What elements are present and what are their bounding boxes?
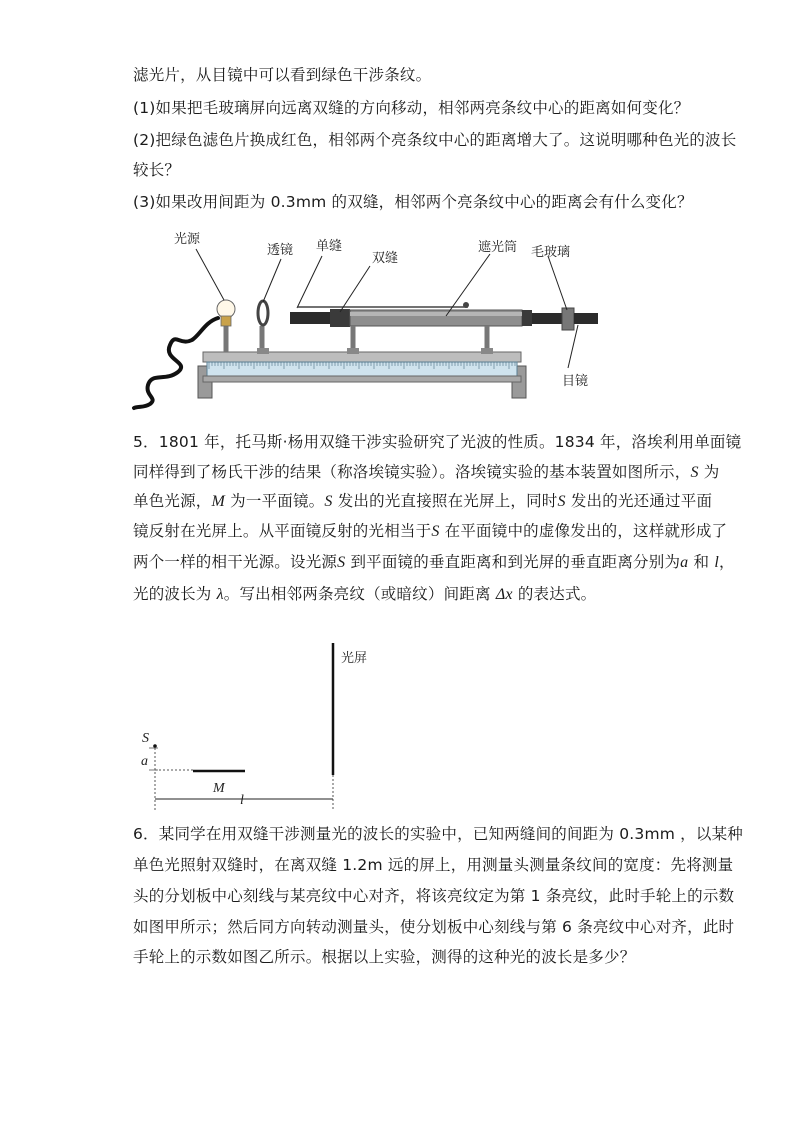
source-point <box>153 744 157 748</box>
label-l: l <box>240 793 244 808</box>
question-2-line-1: (2)把绿色滤色片换成红色，相邻两个亮条纹中心的距离增大了。这说明哪种色光的波长 <box>133 131 737 149</box>
label-mirror: M <box>213 781 225 796</box>
rail-left-foot <box>198 366 212 398</box>
label-light-shield-tube: 遮光筒 <box>478 240 518 255</box>
problem-6-line-5: 手轮上的示数如图乙所示。根据以上实验，测得的这种光的波长是多少？ <box>133 948 636 966</box>
question-2-line-2: 较长？ <box>133 161 181 179</box>
label-frosted-glass: 毛玻璃 <box>531 245 571 260</box>
problem-6-line-2: 单色光照射双缝时，在离双缝 1.2m 远的屏上，用测量头测量条纹间的宽度：先将测量 <box>133 856 734 874</box>
problem-6-line-3: 头的分划板中心刻线与某亮纹中心对齐，将该亮纹定为第 1 条亮纹，此时手轮上的示数 <box>133 887 735 905</box>
eyepiece <box>574 313 598 324</box>
intro-line: 滤光片，从目镜中可以看到绿色干涉条纹。 <box>133 66 432 84</box>
label-eyepiece: 目镜 <box>562 374 589 389</box>
ruler-ticks <box>209 362 515 369</box>
label-source: S <box>142 731 149 746</box>
eyepiece-tube-front <box>290 312 330 324</box>
ruler-scale <box>207 362 517 376</box>
question-1: (1)如果把毛玻璃屏向远离双缝的方向移动，相邻两亮条纹中心的距离如何变化？ <box>133 99 690 117</box>
lens <box>258 301 268 325</box>
power-cable <box>134 318 218 408</box>
question-3: (3)如果改用间距为 0.3mm 的双缝，相邻两个亮条纹中心的距离会有什么变化？ <box>133 193 693 211</box>
label-double-slit: 双缝 <box>372 251 399 266</box>
label-single-slit: 单缝 <box>316 239 343 254</box>
problem-6-line-1: 6．某同学在用双缝干涉测量光的波长的实验中，已知两缝间的间距为 0.3mm ，以某种 <box>133 825 743 843</box>
label-screen: 光屏 <box>341 651 368 666</box>
problem-5-line-5: 两个一样的相干光源。设光源S 到平面镜的垂直距离和到光屏的垂直距离分别为a 和 l， <box>133 553 735 571</box>
light-shielding-tube <box>350 310 522 326</box>
problem-5-line-2: 同样得到了杨氏干涉的结果（称洛埃镜实验）。洛埃镜实验的基本装置如图所示，S 为 <box>133 463 720 481</box>
rail-top <box>203 352 521 362</box>
label-lens: 透镜 <box>267 243 294 258</box>
rail-bottom <box>203 376 521 382</box>
label-a: a <box>141 754 148 769</box>
problem-6-line-4: 如图甲所示；然后同方向转动测量头，使分划板中心刻线与第 6 条亮纹中心对齐，此时 <box>133 918 735 936</box>
problem-5-line-6: 光的波长为 λ。写出相邻两条亮纹（或暗纹）间距离 Δx 的表达式。 <box>133 585 597 603</box>
problem-5-line-3: 单色光源，M 为一平面镜。S 发出的光直接照在光屏上，同时S 发出的光还通过平面 <box>133 492 713 510</box>
bulb <box>217 300 235 318</box>
problem-5-line-1: 5．1801 年，托马斯·杨用双缝干涉实验研究了光波的性质。1834 年，洛埃利用单面镜 <box>133 433 742 451</box>
label-light-source: 光源 <box>174 232 201 247</box>
rail-right-foot <box>512 366 526 398</box>
problem-5-line-4: 镜反射在光屏上。从平面镜反射的光相当于S 在平面镜中的虚像发出的，这样就形成了 <box>133 522 728 540</box>
